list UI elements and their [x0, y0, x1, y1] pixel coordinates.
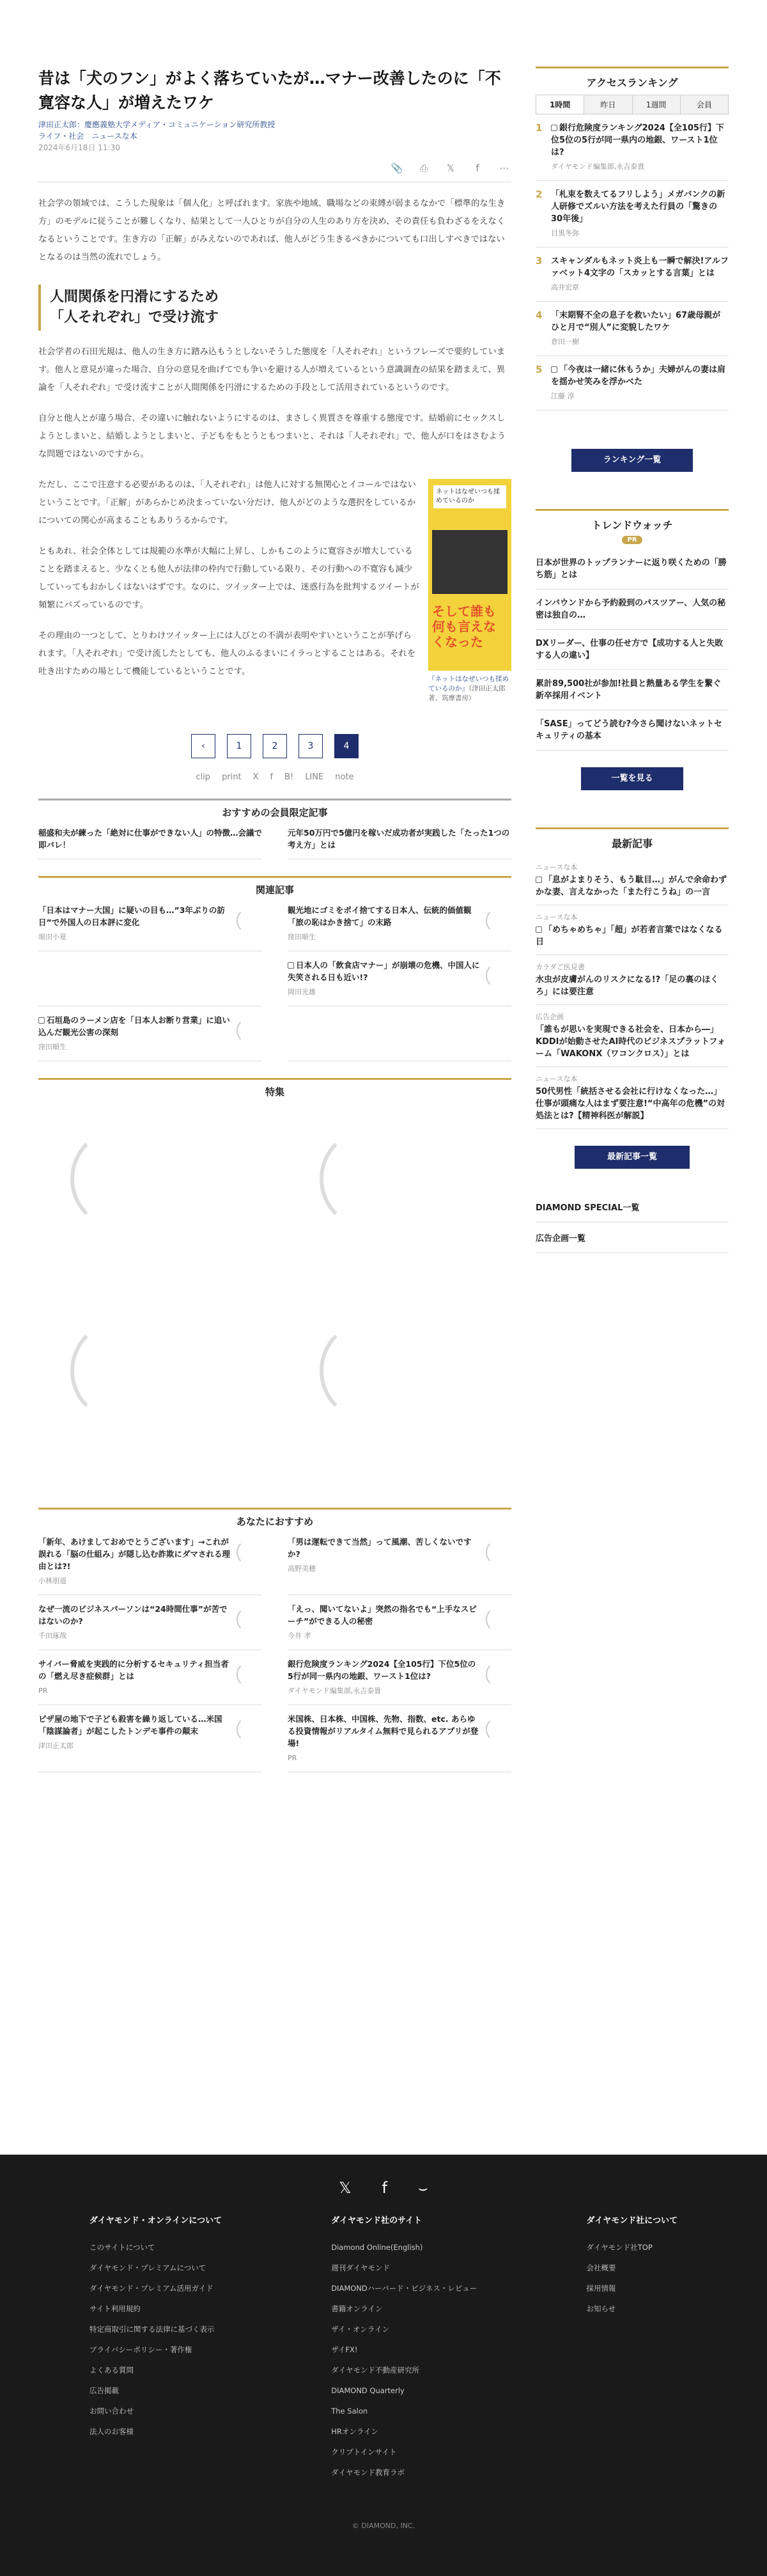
footer-link[interactable]: Diamond Online(English): [331, 2243, 423, 2252]
loading-thumbnail: [236, 1717, 262, 1742]
book-link[interactable]: 『ネットはなぜいつも揉めているのか』: [428, 675, 509, 692]
footer-link[interactable]: サイト利用規約: [89, 2304, 141, 2313]
rank-number: 1: [536, 122, 543, 134]
loading-thumbnail: [236, 1607, 262, 1632]
loading-thumbnail: [486, 963, 511, 988]
footer-link[interactable]: 採用情報: [586, 2284, 616, 2293]
news-item[interactable]: [536, 1067, 729, 1129]
news-category: ニュースな本: [536, 913, 578, 921]
trend-item[interactable]: インバウンドから予約殺到のパスツアー、人気の秘密は独自の…: [536, 589, 729, 630]
recommend-title: 米国株、日本株、中国株、先物、指数、etc. あらゆる投資情報がリアルタイム無料で見られるアプリが登場!: [288, 1714, 479, 1748]
line-icon[interactable]: LINE: [305, 772, 324, 782]
rank-number: 3: [536, 255, 543, 267]
diamond-special-link[interactable]: DIAMOND SPECIAL一覧: [536, 1192, 729, 1222]
footer-link[interactable]: ダイヤモンド不動産研究所: [331, 2366, 420, 2375]
footer-link[interactable]: HRオンライン: [331, 2427, 379, 2436]
trend-item[interactable]: 累計89,500社が参加!社員と熱量ある学生を繋ぐ新卒採用イベント: [536, 670, 729, 710]
footer-link[interactable]: お問い合わせ: [89, 2407, 134, 2416]
rank-title: スキャンダルもネット炎上も一瞬で解決!アルファベット4文字の「スカッとする言葉」とは: [551, 256, 729, 278]
hatena-icon[interactable]: B!: [284, 772, 294, 782]
trend-item[interactable]: 日本が世界のトップランナーに返り咲くための「勝ち筋」とは: [536, 549, 729, 589]
recommend-author: 津田正太郎: [38, 1742, 74, 1750]
footer-link[interactable]: クリプトインサイト: [331, 2447, 397, 2456]
ranking-item[interactable]: [536, 181, 729, 247]
footer-link[interactable]: 週刊ダイヤモンド: [331, 2263, 391, 2272]
loading-spinner: [70, 1128, 173, 1230]
paragraph: 自分と他人とが違う場合、その違いに触れないようにするのは、まさしく異質さを尊重する態度です。結婚前にセックスしようとしまいと、結婚しようとしまいと、子どもをもとうともつまいと、それは「人それぞれ」で、他人が口をはさむような問題ではないのですから。: [38, 414, 506, 459]
member-articles-heading: おすすめの会員限定記事: [38, 799, 511, 819]
book-caption: [428, 675, 511, 703]
footer-link[interactable]: ダイヤモンド教育ラボ: [331, 2468, 405, 2477]
paragraph: その理由の一つとして、とりわけツイッター上には人びとの不満が表明やすいということが挙げられます。「人それぞれ」で受け流したとしても、他人のふるまいにイラっとすることはある。それを吐き出すための場として機能しているということです。: [38, 631, 416, 676]
lock-icon: [536, 877, 542, 883]
footer-link[interactable]: DIAMONDハーバード・ビジネス・レビュー: [331, 2284, 477, 2293]
print-icon[interactable]: ⎙: [419, 162, 428, 174]
news-title: 「息がよまりそう、もう駄目…」がんで余命わずかな妻、言えなかった「また行こうね」の一言: [536, 875, 727, 897]
book-cover[interactable]: [428, 479, 511, 671]
share-bar-bottom: [38, 772, 511, 782]
book-figure: [428, 479, 511, 703]
related-article[interactable]: [38, 896, 262, 951]
copyright: © DIAMOND, INC.: [352, 2522, 415, 2530]
page-4-button[interactable]: 4: [334, 734, 359, 758]
recommend-author: 今井 孝: [288, 1632, 311, 1640]
footer-col-sites: [331, 2213, 477, 2483]
article-meta: [38, 119, 511, 153]
loading-spinner: [320, 1128, 422, 1230]
pr-badge: PR: [622, 536, 642, 544]
recommend-article[interactable]: [288, 1705, 511, 1772]
recommend-title: 「えっ、聞いてないよ」突然の指名でも“上手なスピーチ”ができる人の秘密: [288, 1604, 477, 1626]
related-empty: [288, 1006, 511, 1061]
trend-list-button[interactable]: 一覧を見る: [581, 767, 683, 790]
recommend-author: 高野美穂: [288, 1565, 316, 1573]
footer-col-about: [89, 2213, 222, 2483]
section-heading-line2: 「人それぞれ」で受け流す: [50, 309, 219, 325]
related-title: 石垣島のラーメン店を「日本人お断り営業」に追い込んだ観光公害の深刻: [38, 1015, 230, 1037]
rank-title: 「末期腎不全の息子を救いたい」67歳母親がひと月で“別人”に変貌したワケ: [551, 311, 721, 332]
footer-link[interactable]: ダイヤモンド社TOP: [586, 2243, 653, 2252]
recommend-author: PR: [288, 1754, 297, 1762]
news-category: ニュースな本: [536, 1075, 578, 1083]
footer-link[interactable]: プライバシーポリシー・著作権: [89, 2345, 192, 2354]
loading-thumbnail: [236, 1018, 262, 1043]
paragraph: ともあれ、社会全体としては規範の水準が大幅に上昇し、しかもこのように寛容さが増大していることを踏まえると、少なくとも他人が法律の枠内で行動している限り、その行動への不寛容も減少していってもおかしくはないはずです。なのに、ツイッター上では、迷惑行為を批判するツイートが頻繁にバズっているのです。: [38, 547, 419, 610]
trend-heading-text: トレンドウォッチ: [591, 519, 673, 531]
news-title: 「誰もが思いを実現できる社会を、日本から―」KDDIが始動させたAI時代のビジネスプラットフォーム「WAKONX（ワコンクロス）」とは: [536, 1025, 725, 1059]
footer-col-heading: ダイヤモンド・オンラインについて: [89, 2216, 222, 2226]
facebook-icon[interactable]: f: [476, 162, 479, 174]
recommend-title: ピザ屋の地下で子ども殺害を繰り返している…米国「陰謀論者」が起こしたトンデモ事件の顛末: [38, 1714, 222, 1736]
recommend-article[interactable]: [38, 1528, 262, 1595]
member-article[interactable]: [288, 819, 511, 859]
loading-thumbnail: [486, 1662, 511, 1687]
lock-icon: [536, 926, 542, 933]
rss-icon[interactable]: ⌣: [418, 2179, 428, 2197]
recommend-article[interactable]: [288, 1650, 511, 1705]
footer-link[interactable]: 書籍オンライン: [331, 2304, 383, 2313]
news-category: ニュースな本: [536, 863, 578, 871]
related-article[interactable]: [288, 896, 511, 951]
footer-social: [0, 2179, 767, 2197]
ranking-item[interactable]: [536, 247, 729, 302]
related-title: 日本人の「飲食店マナー」が崩壊の危機、中国人に失笑される日も近い!?: [288, 960, 480, 982]
member-article-title: 稲盛和夫が練った「絶対に仕事ができない人」の特徴…会議で即バレ！: [38, 828, 263, 850]
recommend-title: 「男は運転できて当然」って風潮、苦しくないですか?: [288, 1537, 472, 1559]
tab-member[interactable]: 会員: [681, 95, 728, 114]
tab-1hour[interactable]: 1時間: [536, 95, 584, 114]
rank-author: 目黒冬弥: [551, 229, 579, 237]
member-article[interactable]: [38, 819, 262, 859]
rank-title: 「札束を数えてるフリしよう」メガバンクの新人研修でズルい方法を考えた行員の「驚きの30年後」: [551, 190, 725, 224]
footer-link[interactable]: 広告掲載: [89, 2386, 119, 2395]
news-category: 広告企画: [536, 1013, 564, 1021]
tab-yesterday[interactable]: 昨日: [584, 95, 632, 114]
member-articles: [38, 819, 511, 859]
footer-link[interactable]: 会社概要: [586, 2263, 616, 2272]
recommend-author: 千田琢哉: [38, 1632, 66, 1640]
loading-thumbnail: [236, 1540, 262, 1565]
feature-grid: [38, 1098, 511, 1482]
feature-card[interactable]: [38, 1098, 262, 1290]
prev-page-button[interactable]: ‹: [191, 734, 215, 758]
related-title: 観光地にゴミをポイ捨てする日本人、伝統的価値観「旅の恥はかき捨て」の末路: [288, 905, 472, 927]
category-link[interactable]: ライフ・社会: [38, 132, 84, 141]
related-empty: [38, 951, 262, 1006]
loading-thumbnail: [486, 1540, 511, 1565]
loading-spinner: [70, 1320, 173, 1422]
recommend-grid: [38, 1528, 511, 1772]
loading-thumbnail: [236, 908, 262, 933]
feature-card[interactable]: [288, 1098, 511, 1290]
tab-1week[interactable]: 1週間: [633, 95, 681, 114]
article-title: 昔は「犬のフン」がよく落ちていたが…マナー改善したのに「不寛容な人」が増えたワケ: [38, 69, 501, 112]
publish-date: 2024年6月18日 11:30: [38, 143, 120, 152]
loading-thumbnail: [486, 908, 511, 933]
lock-icon: [38, 1017, 45, 1024]
recommend-article[interactable]: [38, 1595, 262, 1650]
related-author: 窪田順生: [38, 1043, 66, 1051]
news-title: 「めちゃめちゃ」「超」が若者言葉ではなくなる日: [536, 925, 723, 947]
footer-link[interactable]: 特定商取引に関する法律に基づく表示: [89, 2325, 215, 2334]
clip-icon[interactable]: 📎: [391, 162, 403, 174]
recommend-heading: あなたにおすすめ: [38, 1508, 511, 1528]
rank-author: 倉田一樹: [551, 338, 579, 346]
loading-thumbnail: [486, 1607, 511, 1632]
more-icon[interactable]: ⋯: [499, 162, 509, 174]
rank-number: 2: [536, 189, 543, 200]
recommend-article[interactable]: [288, 1595, 511, 1650]
footer-link[interactable]: DIAMOND Quarterly: [331, 2386, 405, 2395]
pagination: [38, 734, 511, 758]
ranking-heading: アクセスランキング: [536, 66, 729, 95]
x-icon[interactable]: 𝕏: [446, 162, 455, 174]
recommend-author: ダイヤモンド編集部,永吉泰貴: [288, 1687, 382, 1695]
footer-link[interactable]: The Salon: [331, 2407, 368, 2416]
footer-link[interactable]: ダイヤモンド・プレミアム活用ガイド: [89, 2284, 213, 2293]
related-article[interactable]: [288, 951, 511, 1006]
paragraph: ただし、ここで注意する必要があるのは、「人それぞれ」は他人に対する無関心とイコールではないということです。「正解」があらかじめ決まっていない分だけ、他人がどのような選択をしているかについての関心が高まることもありうるからです。: [38, 480, 416, 526]
figure-wrap: [38, 464, 511, 703]
news-item[interactable]: [536, 905, 729, 955]
ranking-item[interactable]: [536, 114, 729, 181]
related-author: 岡田光雄: [288, 988, 316, 996]
recommend-author: 小林朋道: [38, 1577, 66, 1585]
footer-link[interactable]: お知らせ: [586, 2304, 616, 2313]
book-caption-rest: （津田正太郎著、筑摩書房）: [428, 685, 506, 702]
lock-icon: [288, 962, 294, 969]
footer-link[interactable]: 法人のお客様: [89, 2427, 134, 2436]
trend-item[interactable]: DXリーダー、仕事の任せ方で【成功する人と失敗する人の違い】: [536, 630, 729, 670]
book-cover-title: ネットはなぜいつも揉めているのか: [433, 485, 506, 508]
loading-spinner: [320, 1320, 422, 1422]
rank-title: 「今夜は一緒に休もうか」夫婦がんの妻は肩を揺かせ笑みを浮かべた: [551, 365, 726, 387]
rank-author: ダイヤモンド編集部,永吉泰貴: [551, 162, 645, 171]
facebook-icon[interactable]: f: [270, 772, 274, 782]
share-bar: [38, 162, 511, 174]
news-title: 水虫が皮膚がんのリスクになる!?「足の裏のほくろ」には要注意: [536, 975, 719, 997]
note-icon[interactable]: note: [335, 772, 354, 782]
ranking-tabs: [536, 95, 729, 114]
recommend-author: PR: [38, 1687, 48, 1695]
series-link[interactable]: ニュースな本: [91, 132, 137, 141]
recommend-title: サイバー脅威を実践的に分析するセキュリティ担当者の「燃え尽き症候群」とは: [38, 1659, 229, 1681]
clip-icon[interactable]: clip: [196, 772, 211, 782]
news-title: 50代男性「統括させる会社に行けなくなった…」仕事が頭痛な人はまず要注意!“中高年の危機”の対処法とは?【精神科医が解説】: [536, 1087, 725, 1121]
news-item[interactable]: [536, 855, 729, 905]
ad-list-link[interactable]: 広告企画一覧: [536, 1222, 729, 1253]
page-2-button[interactable]: 2: [263, 734, 287, 758]
footer-col-heading: ダイヤモンド社のサイト: [331, 2216, 422, 2226]
ranking-item[interactable]: [536, 302, 729, 356]
section-heading: [38, 285, 511, 331]
related-heading: 関連記事: [38, 876, 511, 896]
news-category: カラダご医見書: [536, 963, 585, 971]
loading-thumbnail: [236, 1662, 262, 1687]
ranking-item[interactable]: [536, 356, 729, 410]
lock-icon: [551, 366, 557, 373]
print-icon[interactable]: print: [222, 772, 242, 782]
footer-link[interactable]: このサイトについて: [89, 2243, 155, 2252]
loading-thumbnail: [486, 1717, 511, 1742]
ranking-list-button[interactable]: ランキング一覧: [571, 449, 693, 472]
footer-col-heading: ダイヤモンド社について: [586, 2216, 678, 2226]
rank-number: 4: [536, 309, 543, 321]
feature-card[interactable]: [38, 1290, 262, 1482]
paragraph: 社会学者の石田光規は、他人の生き方に踏み込もうとしないそうした態度を「人それぞれ」というフレーズで要約しています。他人と意見が違った場合、自分の意見を曲げてでも争いを避ける人が増えているという意識調査の結果を踏まえて、異論を「人それぞれ」で受け流すことが人間関係を円滑にするための手段として活用されているというのです。: [38, 347, 506, 393]
section-heading-line1: 人間関係を円滑にするため: [50, 289, 219, 305]
sidebar: [536, 66, 729, 1253]
footer-link[interactable]: ザイ・オンライン: [331, 2325, 390, 2334]
news-list-button[interactable]: 最新記事一覧: [575, 1146, 690, 1169]
news-item[interactable]: [536, 955, 729, 1005]
recommend-title: 「新年、あけましておめでとうございます」→これが誤れる「脳の仕組み」が隠し込む詐欺にダマされる理由とは?!: [38, 1537, 231, 1571]
related-article[interactable]: [38, 1006, 262, 1061]
footer-link[interactable]: ダイヤモンド・プレミアムについて: [89, 2263, 206, 2272]
feature-heading: 特集: [38, 1078, 511, 1098]
page-1-button[interactable]: 1: [227, 734, 251, 758]
paragraph: 社会学の領域では、こうした現象は「個人化」と呼ばれます。家族や地域、職場などの束縛が弱まるなかで「標準的な生き方」のモデルに従うことが難しくなり、結果として一人ひとりが自分の人生のあり方を決め、その責任も負わざるをえなくなるということです。生き方の「正解」がみえないのであれば、他人がどう生きるべきかについても口出しすべきではないとなるのは当然の流れでしょう。: [38, 199, 506, 262]
recommend-title: 銀行危険度ランキング2024【全105行】下位5位の5行が同一県内の地銀、ワースト1位は?: [288, 1659, 476, 1681]
trend-item[interactable]: 「SASE」ってどう読む?今さら聞けないネットセキュリティの基本: [536, 710, 729, 751]
feature-card[interactable]: [288, 1290, 511, 1482]
footer-col-company: [587, 2213, 678, 2483]
trend-heading: [536, 509, 729, 549]
book-cover-image: [432, 530, 507, 594]
footer: [0, 2155, 767, 2576]
recommend-article[interactable]: [38, 1705, 262, 1772]
lock-icon: [551, 125, 557, 131]
related-articles: [38, 896, 511, 1061]
related-author: 堀田小夏: [38, 933, 66, 941]
author-link[interactable]: 津田正太郎：慶應義塾大学メディア・コミュニケーション研究所教授: [38, 120, 275, 129]
rank-number: 5: [536, 364, 543, 375]
member-article-title: 元年50万円で5億円を稼いだ成功者が実践した「たった1つの考え方」とは: [288, 828, 510, 850]
recommend-article[interactable]: [288, 1528, 511, 1595]
facebook-icon[interactable]: f: [382, 2179, 387, 2197]
article-main: [38, 66, 511, 1772]
recommend-title: なぜ一流のビジネスパーソンは“24時間仕事”が苦ではないのか?: [38, 1604, 228, 1626]
news-item[interactable]: [536, 1005, 729, 1067]
x-icon[interactable]: 𝕏: [339, 2179, 352, 2197]
related-author: 窪田順生: [288, 933, 316, 941]
footer-link[interactable]: よくある質問: [89, 2366, 134, 2375]
rank-author: 江藤 淳: [551, 392, 575, 400]
related-title: 「日本はマナー大国」に疑いの目も…”3年ぶりの訪日”で外国人の日本評に変化: [38, 905, 225, 927]
recommend-article[interactable]: [38, 1650, 262, 1705]
rank-title: 銀行危険度ランキング2024【全105行】下位5位の5行が同一県内の地銀、ワースト1位は?: [551, 123, 724, 157]
x-icon[interactable]: X: [252, 772, 259, 782]
news-heading: 最新記事: [536, 827, 729, 855]
rank-author: 高井宏章: [551, 283, 579, 292]
footer-link[interactable]: ザイFX!: [331, 2345, 358, 2354]
page-3-button[interactable]: 3: [298, 734, 323, 758]
book-cover-red-text: そして誰も何も言えなくなった: [432, 604, 496, 650]
